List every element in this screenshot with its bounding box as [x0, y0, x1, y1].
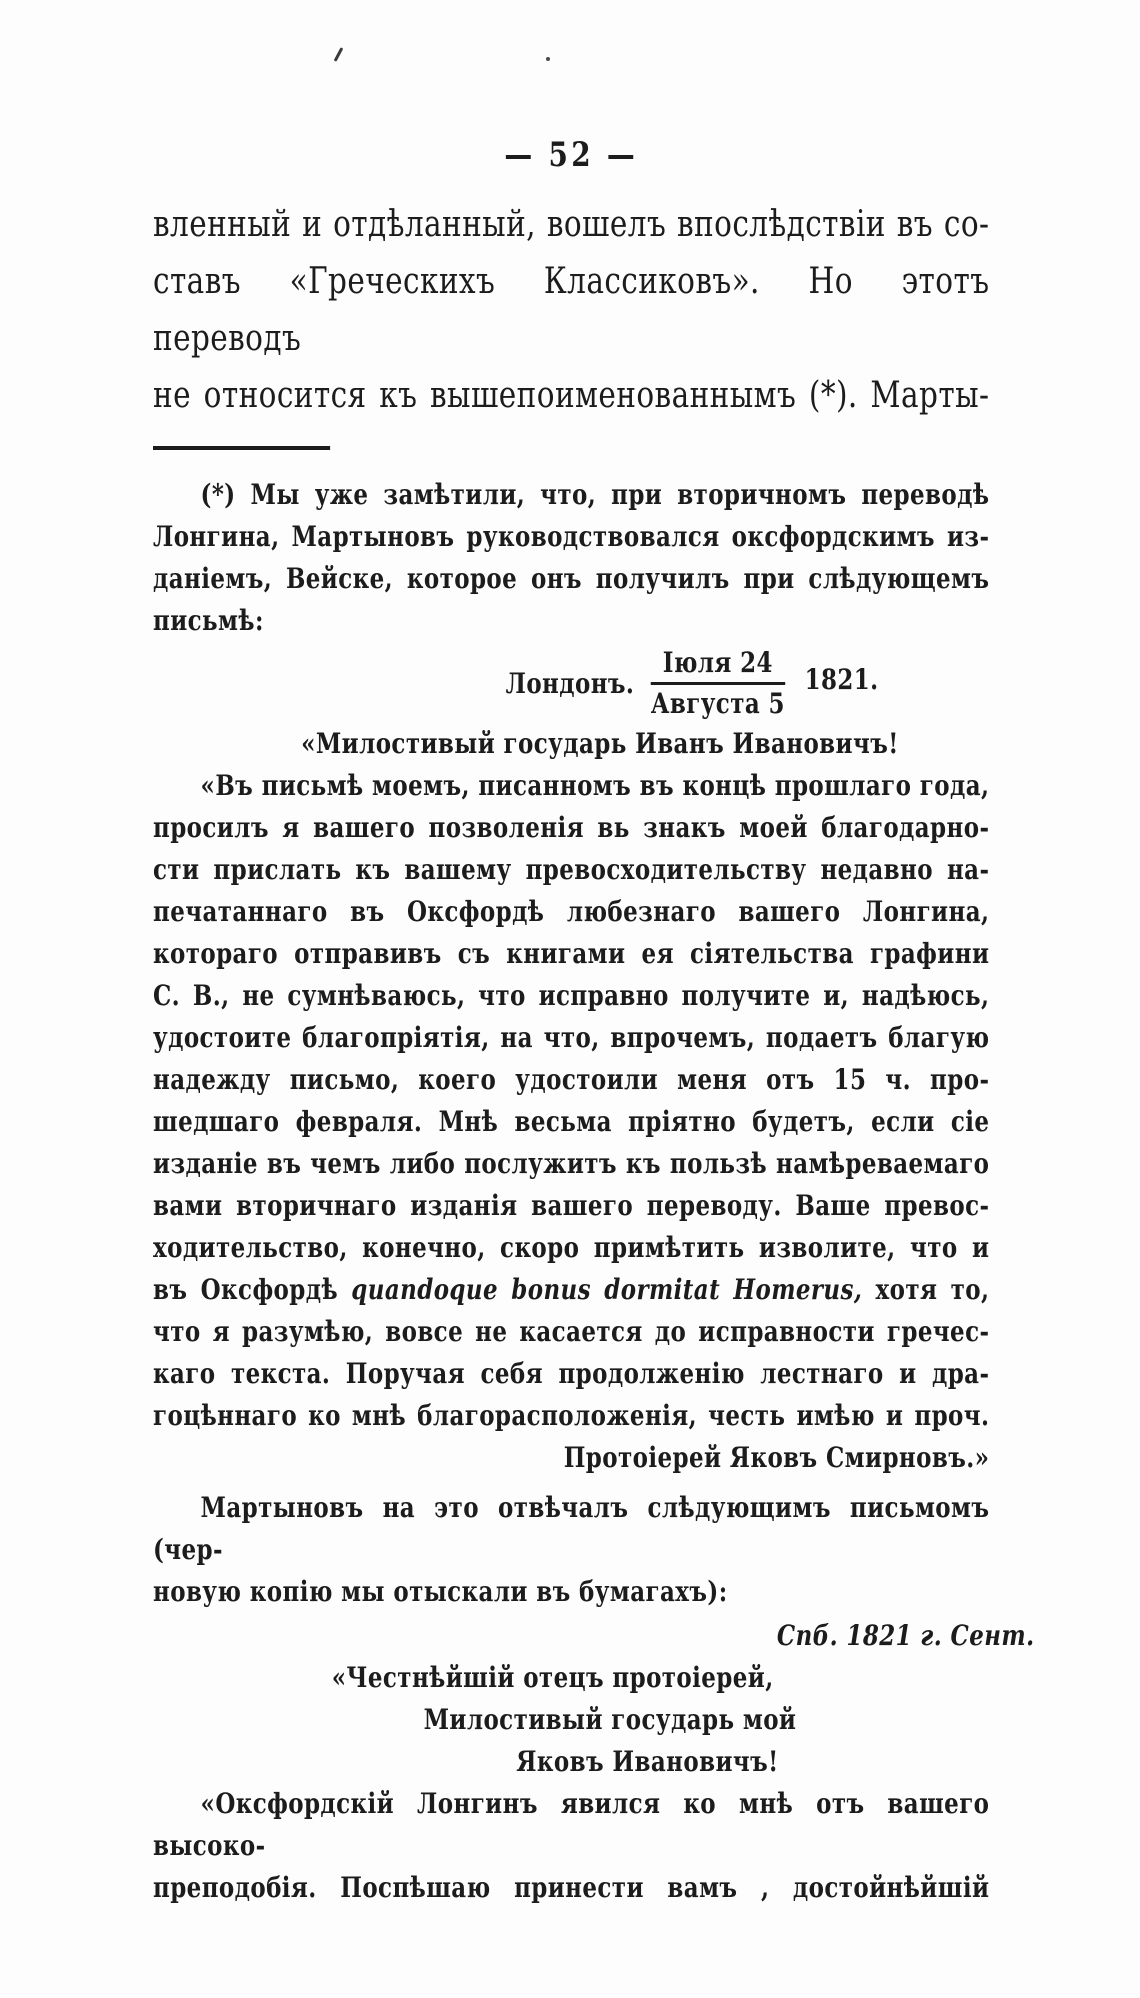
- text-line: Лонгина, Мартыновъ руководствовался оксфордскимъ из-: [153, 520, 990, 553]
- text-line: ходительство, конечно, скоро примѣтить изволите, что и: [153, 1231, 990, 1264]
- text-line: въ Оксфордѣ quandoque bonus dormitat Homerus, хотя то,: [153, 1273, 990, 1306]
- text-line: надежду письмо, коего удостоили меня отъ 15 ч. про-: [153, 1063, 990, 1096]
- letter-body: [153, 765, 989, 1437]
- text-line: ставъ «Греческихъ Классиковъ». Но этотъ переводъ: [153, 261, 990, 359]
- reply-salutation-line-1: «Честнѣйшій отецъ протоіерей,: [331, 1661, 774, 1694]
- text-line: просилъ я вашего позволенія вь знакъ моей благодарно-: [153, 811, 990, 844]
- footnote-separator-rule: [153, 446, 330, 450]
- reply-salutation-line-2: Милостивый государь мой: [423, 1703, 797, 1736]
- fraction-bar: [651, 682, 785, 685]
- text-line: котораго отправивъ съ книгами ея сіятельства графини: [153, 937, 990, 970]
- text-line: сти прислать къ вашему превосходительству недавно на-: [153, 853, 990, 886]
- text-line: новую копію мы отыскали въ бумагахъ):: [153, 1575, 728, 1608]
- text-line: каго текста. Поручая себя продолженію лестнаго и дра-: [153, 1357, 990, 1390]
- fraction-top: Іюля 24: [662, 646, 773, 679]
- text-line: не относится къ вышепоименованнымъ (*). Марты-: [153, 375, 990, 416]
- text-line: удостоите благопріятія, на что, впрочемъ, подаетъ благую: [153, 1021, 990, 1054]
- reply-dateline: Спб. 1821 г. Сент.: [776, 1619, 1035, 1652]
- dateline-place: Лондонъ.: [505, 666, 635, 700]
- dateline-year: 1821.: [804, 662, 879, 696]
- reply-salutation-line-3: Яковъ Ивановичъ!: [516, 1745, 779, 1778]
- letter-salutation: «Милостивый государь Иванъ Ивановичъ!: [301, 727, 899, 760]
- main-text: [153, 196, 989, 424]
- text-line: печатаннаго въ Оксфордѣ любезнаго вашего Лонгина,: [153, 895, 990, 928]
- text-line: С. В., не сумнѣваюсь, что исправно получите и, надѣюсь,: [153, 979, 990, 1012]
- date-fraction: [651, 646, 785, 721]
- footnote-intro: [153, 474, 989, 642]
- text-column: [153, 0, 1035, 1909]
- page-number: — 52 —: [504, 135, 639, 175]
- reply-intro: [153, 1487, 989, 1613]
- text-line: гоцѣннаго ко мнѣ благорасположенія, честь имѣю и проч.: [153, 1399, 990, 1432]
- text-line: (*) Мы уже замѣтили, что, при вторичномъ переводѣ: [200, 478, 990, 511]
- text-line: «Оксфордскій Лонгинъ явился ко мнѣ отъ вашего высоко-: [153, 1787, 990, 1862]
- text-line: Мартыновъ на это отвѣчалъ слѣдующимъ письмомъ (чер-: [153, 1491, 990, 1566]
- footnote: [153, 474, 1035, 1909]
- text-line: «Въ письмѣ моемъ, писанномъ въ концѣ прошлаго года,: [200, 769, 990, 802]
- text-line: письмѣ:: [153, 604, 264, 637]
- letter-signature: Протоіерей Яковъ Смирновъ.»: [563, 1441, 990, 1474]
- text-line: изданіе въ чемъ либо послужитъ къ пользѣ намѣреваемаго: [153, 1147, 990, 1180]
- text-line: вами вторичнаго изданія вашего переводу. Ваше превос-: [153, 1189, 990, 1222]
- fraction-bottom: Августа 5: [650, 687, 785, 720]
- text-line: даніемъ, Вейске, которое онъ получилъ при слѣдующемъ: [153, 562, 990, 595]
- reply-body: [153, 1783, 989, 1909]
- text-line: что я разумѣю, вовсе не касается до исправности гречес-: [153, 1315, 990, 1348]
- text-line: шедшаго февраля. Мнѣ весьма пріятно будетъ, если сіе: [153, 1105, 990, 1138]
- text-line: вленный и отдѣланный, вошелъ впослѣдствіи въ со-: [153, 204, 990, 245]
- letter-dateline: [153, 646, 989, 721]
- text-line: преподобія. Поспѣшаю принести вамъ , достойнѣйшій: [153, 1871, 990, 1904]
